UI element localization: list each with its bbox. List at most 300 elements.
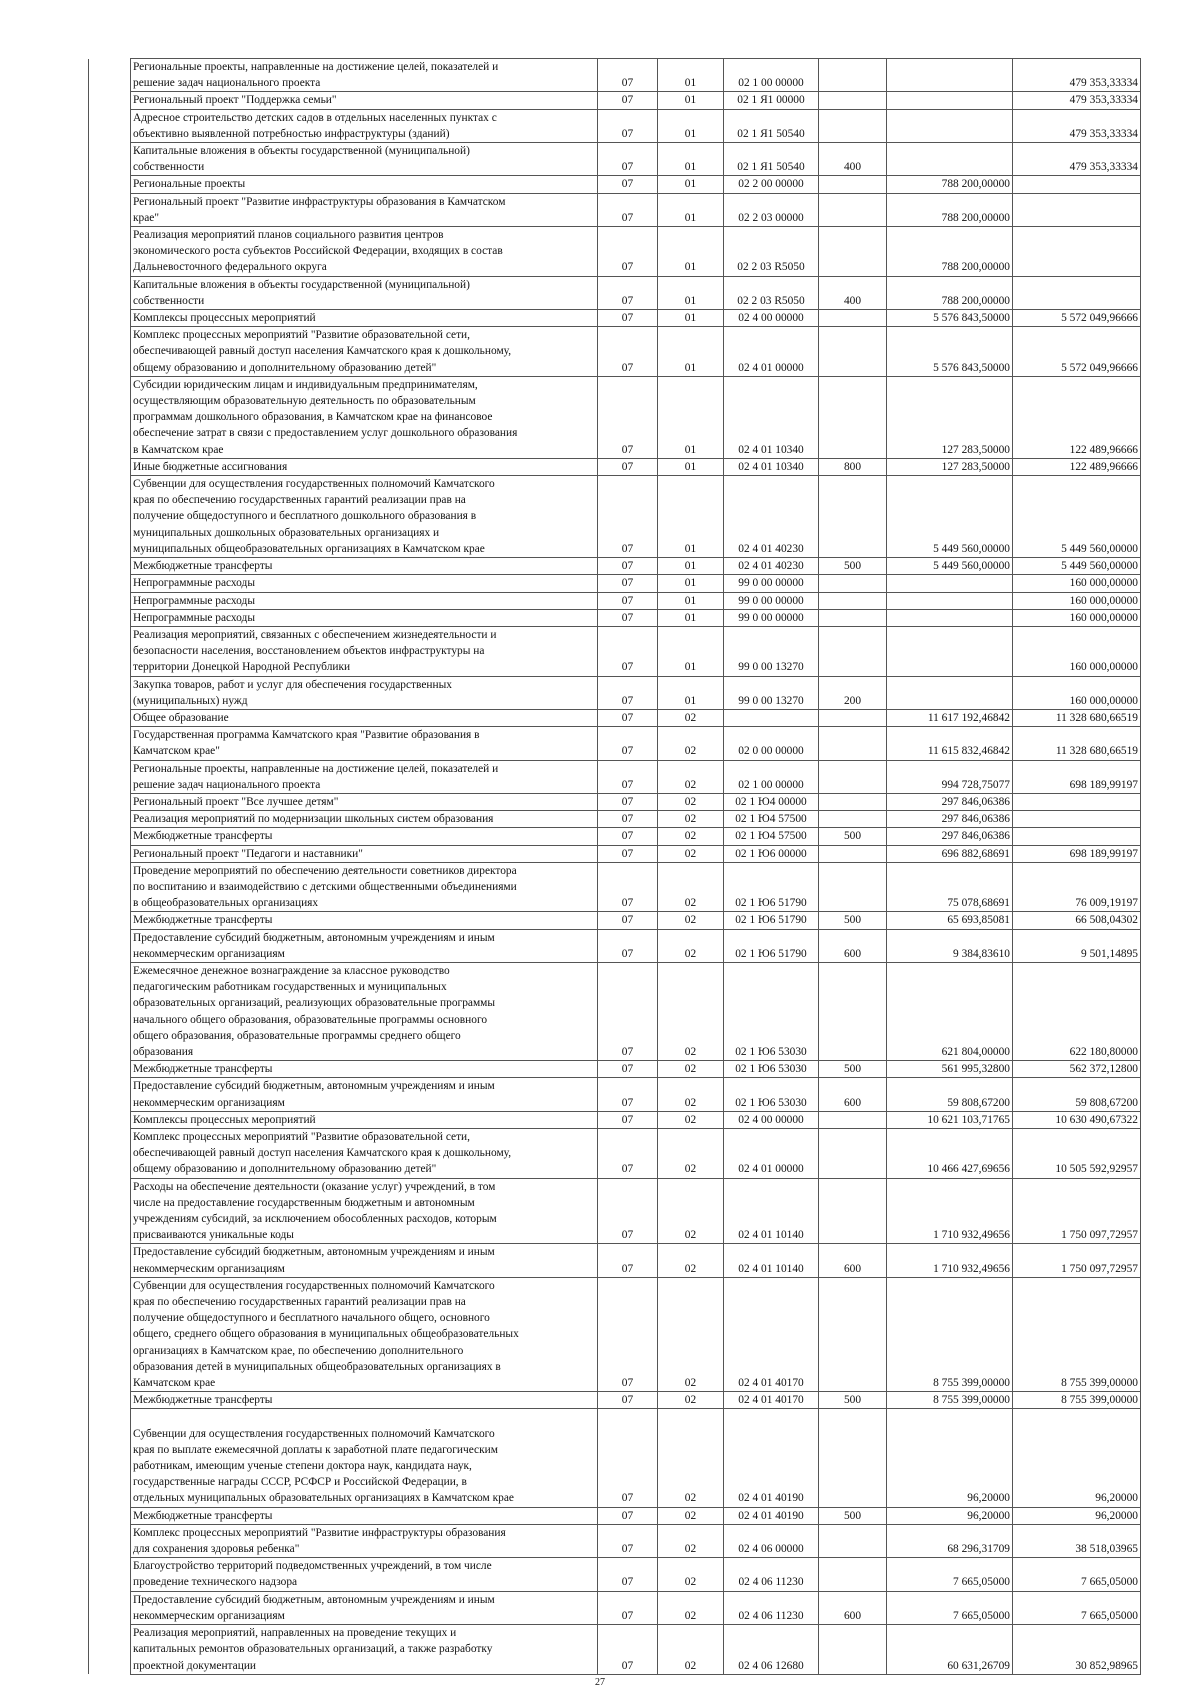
blank-cell: [89, 1409, 131, 1507]
cell-name: Реализация мероприятий, направленных на проведение текущих и капитальных ремонтов образовательных организаций, а также разработку проектной документации: [131, 1625, 598, 1675]
cell-name: Межбюджетные трансферты: [131, 558, 598, 575]
cell-amount-year2: 1 750 097,72957: [1013, 1244, 1141, 1277]
blank-cell: [89, 143, 131, 176]
cell-amount-year2: 479 353,33334: [1013, 109, 1141, 142]
cell-subsection: 02: [658, 828, 724, 845]
cell-expense-type: [819, 109, 887, 142]
cell-expense-type: [819, 310, 887, 327]
blank-cell: [89, 575, 131, 592]
cell-subsection: 01: [658, 609, 724, 626]
cell-expense-type: [819, 176, 887, 193]
cell-section: 07: [598, 1392, 658, 1409]
cell-amount-year2: 9 501,14895: [1013, 929, 1141, 962]
cell-amount-year1: 788 200,00000: [887, 227, 1013, 277]
cell-expense-type: 600: [819, 1244, 887, 1277]
cell-amount-year2: 562 372,12800: [1013, 1061, 1141, 1078]
cell-target-article: 02 4 01 40230: [724, 476, 819, 558]
page-number: 27: [595, 1677, 605, 1688]
cell-amount-year2: 160 000,00000: [1013, 676, 1141, 709]
cell-amount-year2: 698 189,99197: [1013, 845, 1141, 862]
cell-subsection: 02: [658, 1507, 724, 1524]
blank-cell: [89, 1277, 131, 1391]
cell-amount-year2: 5 449 560,00000: [1013, 558, 1141, 575]
cell-target-article: 02 1 Ю6 53030: [724, 962, 819, 1060]
cell-target-article: 02 1 Ю6 51790: [724, 862, 819, 912]
cell-name: Реализация мероприятий по модернизации школьных систем образования: [131, 811, 598, 828]
cell-target-article: 02 1 Ю6 00000: [724, 845, 819, 862]
cell-target-article: 02 4 01 00000: [724, 1129, 819, 1179]
blank-cell: [89, 1507, 131, 1524]
blank-cell: [89, 327, 131, 377]
cell-subsection: 01: [658, 92, 724, 109]
table-row: [89, 845, 1141, 862]
blank-cell: [89, 626, 131, 676]
cell-expense-type: [819, 92, 887, 109]
cell-expense-type: [819, 1625, 887, 1675]
cell-target-article: 02 2 03 00000: [724, 193, 819, 226]
cell-subsection: 02: [658, 845, 724, 862]
cell-expense-type: [819, 327, 887, 377]
cell-subsection: 02: [658, 1061, 724, 1078]
cell-amount-year2: [1013, 811, 1141, 828]
cell-amount-year1: [887, 575, 1013, 592]
cell-section: 07: [598, 458, 658, 475]
blank-cell: [89, 609, 131, 626]
cell-expense-type: [819, 793, 887, 810]
cell-subsection: 01: [658, 327, 724, 377]
cell-section: 07: [598, 929, 658, 962]
cell-name: Региональные проекты: [131, 176, 598, 193]
table-row: [89, 626, 1141, 676]
cell-section: 07: [598, 227, 658, 277]
table-row: [89, 109, 1141, 142]
cell-name: Региональный проект "Все лучшее детям": [131, 793, 598, 810]
cell-amount-year2: [1013, 227, 1141, 277]
blank-cell: [89, 1244, 131, 1277]
cell-amount-year2: [1013, 176, 1141, 193]
cell-target-article: 02 1 00 00000: [724, 59, 819, 92]
cell-section: 07: [598, 1078, 658, 1111]
cell-name: Комплекс процессных мероприятий "Развитие образовательной сети, обеспечивающей равный доступ населения Камчатского края к дошкольному, общему образованию и дополнительному образованию детей": [131, 327, 598, 377]
blank-cell: [89, 276, 131, 309]
cell-target-article: 02 4 01 10340: [724, 458, 819, 475]
cell-amount-year2: [1013, 828, 1141, 845]
cell-expense-type: 800: [819, 458, 887, 475]
blank-cell: [89, 760, 131, 793]
blank-cell: [89, 1625, 131, 1675]
cell-name: Адресное строительство детских садов в отдельных населенных пунктах с объективно выявленной потребностью инфраструктуры (зданий): [131, 109, 598, 142]
cell-section: 07: [598, 1061, 658, 1078]
cell-section: 07: [598, 1244, 658, 1277]
cell-section: 07: [598, 1558, 658, 1591]
cell-amount-year1: 621 804,00000: [887, 962, 1013, 1060]
cell-amount-year2: 8 755 399,00000: [1013, 1277, 1141, 1391]
cell-amount-year1: 1 710 932,49656: [887, 1178, 1013, 1244]
cell-expense-type: [819, 626, 887, 676]
cell-target-article: 02 2 03 R5050: [724, 276, 819, 309]
cell-section: 07: [598, 709, 658, 726]
table-row: [89, 1129, 1141, 1179]
cell-subsection: 02: [658, 1558, 724, 1591]
cell-amount-year1: 11 615 832,46842: [887, 727, 1013, 760]
cell-target-article: 02 1 Ю4 00000: [724, 793, 819, 810]
cell-target-article: 02 4 01 10340: [724, 376, 819, 458]
cell-name: Предоставление субсидий бюджетным, автономным учреждениям и иным некоммерческим организациям: [131, 1244, 598, 1277]
blank-cell: [89, 676, 131, 709]
cell-target-article: 02 4 01 40170: [724, 1392, 819, 1409]
cell-amount-year1: [887, 609, 1013, 626]
table-row: [89, 227, 1141, 277]
cell-amount-year2: 7 665,05000: [1013, 1558, 1141, 1591]
cell-section: 07: [598, 310, 658, 327]
cell-target-article: 02 1 Ю6 51790: [724, 929, 819, 962]
cell-subsection: 01: [658, 227, 724, 277]
cell-section: 07: [598, 912, 658, 929]
cell-subsection: 02: [658, 1524, 724, 1557]
cell-target-article: 99 0 00 13270: [724, 676, 819, 709]
cell-expense-type: 500: [819, 912, 887, 929]
cell-target-article: 02 4 00 00000: [724, 310, 819, 327]
cell-amount-year1: 696 882,68691: [887, 845, 1013, 862]
blank-cell: [89, 828, 131, 845]
table-row: [89, 1409, 1141, 1507]
cell-subsection: 02: [658, 1078, 724, 1111]
cell-expense-type: [819, 1558, 887, 1591]
cell-name: Региональные проекты, направленные на достижение целей, показателей и решение задач национального проекта: [131, 760, 598, 793]
cell-amount-year1: 8 755 399,00000: [887, 1392, 1013, 1409]
blank-cell: [89, 109, 131, 142]
cell-subsection: 02: [658, 760, 724, 793]
cell-name: Непрограммные расходы: [131, 575, 598, 592]
cell-name: Субвенции для осуществления государственных полномочий Камчатского края по обеспечению государственных гарантий реализации прав на получение общедоступного и бесплатного дошкольного образования в муниципальных дошкольных образовательных организациях и муниципальных общеобразовательных организациях в Камчатском крае: [131, 476, 598, 558]
blank-cell: [89, 709, 131, 726]
cell-name: Предоставление субсидий бюджетным, автономным учреждениям и иным некоммерческим организациям: [131, 929, 598, 962]
cell-name: Межбюджетные трансферты: [131, 1392, 598, 1409]
table-row: [89, 176, 1141, 193]
cell-amount-year2: 5 449 560,00000: [1013, 476, 1141, 558]
table-row: [89, 1524, 1141, 1557]
cell-amount-year1: 297 846,06386: [887, 828, 1013, 845]
cell-amount-year2: 10 630 490,67322: [1013, 1111, 1141, 1128]
cell-subsection: 01: [658, 458, 724, 475]
cell-subsection: 02: [658, 1178, 724, 1244]
table-row: [89, 476, 1141, 558]
cell-expense-type: 200: [819, 676, 887, 709]
table-row: [89, 1178, 1141, 1244]
cell-amount-year1: 127 283,50000: [887, 458, 1013, 475]
table-row: [89, 709, 1141, 726]
cell-name: Межбюджетные трансферты: [131, 912, 598, 929]
table-row: [89, 1078, 1141, 1111]
cell-section: 07: [598, 376, 658, 458]
cell-expense-type: [819, 1178, 887, 1244]
cell-section: 07: [598, 1625, 658, 1675]
table-row: [89, 912, 1141, 929]
table-row: [89, 143, 1141, 176]
table-row: [89, 1244, 1141, 1277]
cell-amount-year1: 59 808,67200: [887, 1078, 1013, 1111]
blank-cell: [89, 59, 131, 92]
table-row: [89, 1392, 1141, 1409]
blank-cell: [89, 227, 131, 277]
blank-cell: [89, 592, 131, 609]
cell-section: 07: [598, 1178, 658, 1244]
table-row: [89, 609, 1141, 626]
cell-subsection: 02: [658, 1244, 724, 1277]
cell-amount-year1: [887, 592, 1013, 609]
table-row: [89, 1111, 1141, 1128]
cell-subsection: 02: [658, 811, 724, 828]
cell-target-article: 02 4 01 10140: [724, 1244, 819, 1277]
cell-subsection: 01: [658, 676, 724, 709]
cell-subsection: 02: [658, 1625, 724, 1675]
cell-expense-type: [819, 760, 887, 793]
cell-section: 07: [598, 793, 658, 810]
table-row: [89, 1625, 1141, 1675]
cell-amount-year2: 10 505 592,92957: [1013, 1129, 1141, 1179]
blank-cell: [89, 1524, 131, 1557]
cell-section: 07: [598, 109, 658, 142]
blank-cell: [89, 476, 131, 558]
cell-expense-type: [819, 1277, 887, 1391]
cell-target-article: 02 4 01 40230: [724, 558, 819, 575]
cell-amount-year1: 65 693,85081: [887, 912, 1013, 929]
blank-cell: [89, 811, 131, 828]
cell-target-article: 02 2 00 00000: [724, 176, 819, 193]
cell-amount-year1: 11 617 192,46842: [887, 709, 1013, 726]
cell-name: Реализация мероприятий планов социального развития центров экономического роста субъектов Российской Федерации, входящих в состав Дальневосточного федерального округа: [131, 227, 598, 277]
table-row: [89, 1507, 1141, 1524]
table-row: [89, 727, 1141, 760]
cell-expense-type: [819, 1129, 887, 1179]
cell-section: 07: [598, 1591, 658, 1624]
blank-cell: [89, 727, 131, 760]
cell-expense-type: 500: [819, 1392, 887, 1409]
table-row: [89, 310, 1141, 327]
cell-name: Комплексы процессных мероприятий: [131, 310, 598, 327]
blank-cell: [89, 1111, 131, 1128]
cell-target-article: 02 4 06 00000: [724, 1524, 819, 1557]
cell-expense-type: [819, 709, 887, 726]
cell-subsection: 01: [658, 59, 724, 92]
cell-amount-year2: 160 000,00000: [1013, 592, 1141, 609]
cell-target-article: 02 4 06 11230: [724, 1558, 819, 1591]
cell-amount-year1: 68 296,31709: [887, 1524, 1013, 1557]
cell-name: Капитальные вложения в объекты государственной (муниципальной) собственности: [131, 143, 598, 176]
cell-amount-year2: 160 000,00000: [1013, 575, 1141, 592]
cell-amount-year1: 788 200,00000: [887, 176, 1013, 193]
table-row: [89, 1558, 1141, 1591]
cell-amount-year1: 7 665,05000: [887, 1558, 1013, 1591]
cell-target-article: 99 0 00 00000: [724, 609, 819, 626]
cell-amount-year2: 8 755 399,00000: [1013, 1392, 1141, 1409]
cell-expense-type: 500: [819, 1507, 887, 1524]
cell-amount-year2: 479 353,33334: [1013, 59, 1141, 92]
cell-amount-year2: 66 508,04302: [1013, 912, 1141, 929]
cell-amount-year1: 127 283,50000: [887, 376, 1013, 458]
cell-target-article: 99 0 00 13270: [724, 626, 819, 676]
cell-subsection: 02: [658, 1409, 724, 1507]
cell-target-article: 02 4 06 12680: [724, 1625, 819, 1675]
table-row: [89, 193, 1141, 226]
cell-target-article: 02 4 06 11230: [724, 1591, 819, 1624]
cell-name: Межбюджетные трансферты: [131, 1061, 598, 1078]
cell-expense-type: [819, 592, 887, 609]
table-row: [89, 59, 1141, 92]
cell-expense-type: [819, 376, 887, 458]
cell-subsection: 02: [658, 1392, 724, 1409]
cell-target-article: 02 1 Ю4 57500: [724, 828, 819, 845]
cell-expense-type: 500: [819, 828, 887, 845]
cell-amount-year2: 160 000,00000: [1013, 609, 1141, 626]
cell-expense-type: [819, 193, 887, 226]
cell-expense-type: 400: [819, 143, 887, 176]
cell-subsection: 01: [658, 109, 724, 142]
table-row: [89, 862, 1141, 912]
cell-amount-year2: 479 353,33334: [1013, 92, 1141, 109]
cell-target-article: 02 1 Ю4 57500: [724, 811, 819, 828]
cell-target-article: 02 4 01 40190: [724, 1507, 819, 1524]
cell-target-article: 02 1 Я1 50540: [724, 109, 819, 142]
cell-amount-year1: [887, 109, 1013, 142]
table-row: [89, 558, 1141, 575]
cell-section: 07: [598, 1507, 658, 1524]
cell-target-article: 02 4 01 00000: [724, 327, 819, 377]
table-row: [89, 929, 1141, 962]
cell-amount-year2: 122 489,96666: [1013, 458, 1141, 475]
table-row: [89, 592, 1141, 609]
cell-name: Предоставление субсидий бюджетным, автономным учреждениям и иным некоммерческим организациям: [131, 1591, 598, 1624]
cell-name: Непрограммные расходы: [131, 592, 598, 609]
cell-subsection: 01: [658, 176, 724, 193]
cell-amount-year2: 1 750 097,72957: [1013, 1178, 1141, 1244]
cell-section: 07: [598, 476, 658, 558]
cell-target-article: 99 0 00 00000: [724, 592, 819, 609]
blank-cell: [89, 1392, 131, 1409]
cell-amount-year2: 122 489,96666: [1013, 376, 1141, 458]
cell-name: Региональные проекты, направленные на достижение целей, показателей и решение задач национального проекта: [131, 59, 598, 92]
cell-amount-year2: 59 808,67200: [1013, 1078, 1141, 1111]
cell-amount-year2: 160 000,00000: [1013, 626, 1141, 676]
cell-expense-type: [819, 1409, 887, 1507]
cell-amount-year2: 7 665,05000: [1013, 1591, 1141, 1624]
cell-target-article: 99 0 00 00000: [724, 575, 819, 592]
cell-amount-year1: 10 621 103,71765: [887, 1111, 1013, 1128]
cell-amount-year2: 11 328 680,66519: [1013, 709, 1141, 726]
cell-target-article: [724, 709, 819, 726]
blank-cell: [89, 310, 131, 327]
cell-amount-year1: 297 846,06386: [887, 793, 1013, 810]
cell-name: Расходы на обеспечение деятельности (оказание услуг) учреждений, в том числе на предоставление государственным бюджетным и автономным учреждениям субсидий, за исключением обособленных расходов, которым присваиваются уникальные коды: [131, 1178, 598, 1244]
cell-target-article: 02 4 01 40190: [724, 1409, 819, 1507]
cell-amount-year2: 38 518,03965: [1013, 1524, 1141, 1557]
cell-name: Закупка товаров, работ и услуг для обеспечения государственных (муниципальных) нужд: [131, 676, 598, 709]
cell-amount-year1: 5 449 560,00000: [887, 476, 1013, 558]
cell-subsection: 01: [658, 143, 724, 176]
cell-expense-type: [819, 609, 887, 626]
cell-subsection: 02: [658, 929, 724, 962]
budget-table: [88, 58, 1141, 1675]
cell-expense-type: [819, 575, 887, 592]
cell-name: Общее образование: [131, 709, 598, 726]
cell-amount-year1: 5 576 843,50000: [887, 310, 1013, 327]
cell-amount-year1: 5 576 843,50000: [887, 327, 1013, 377]
cell-subsection: 02: [658, 862, 724, 912]
cell-amount-year1: [887, 92, 1013, 109]
cell-amount-year2: 698 189,99197: [1013, 760, 1141, 793]
table-row: [89, 1277, 1141, 1391]
cell-expense-type: [819, 1524, 887, 1557]
cell-amount-year2: 30 852,98965: [1013, 1625, 1141, 1675]
blank-cell: [89, 558, 131, 575]
budget-table-body: [89, 59, 1141, 1675]
cell-amount-year1: 7 665,05000: [887, 1591, 1013, 1624]
cell-section: 07: [598, 1129, 658, 1179]
blank-cell: [89, 1078, 131, 1111]
cell-name: Непрограммные расходы: [131, 609, 598, 626]
blank-cell: [89, 929, 131, 962]
cell-subsection: 01: [658, 626, 724, 676]
cell-amount-year1: 75 078,68691: [887, 862, 1013, 912]
cell-subsection: 01: [658, 276, 724, 309]
blank-cell: [89, 912, 131, 929]
cell-subsection: 02: [658, 1129, 724, 1179]
cell-amount-year1: 9 384,83610: [887, 929, 1013, 962]
cell-section: 07: [598, 193, 658, 226]
cell-section: 07: [598, 176, 658, 193]
cell-name: Комплекс процессных мероприятий "Развитие образовательной сети, обеспечивающей равный доступ населения Камчатского края к дошкольному, общему образованию и дополнительному образованию детей": [131, 1129, 598, 1179]
cell-subsection: 02: [658, 912, 724, 929]
cell-subsection: 02: [658, 1277, 724, 1391]
cell-amount-year2: 622 180,80000: [1013, 962, 1141, 1060]
cell-name: Ежемесячное денежное вознаграждение за классное руководство педагогическим работникам государственных и муниципальных образовательных организаций, реализующих образовательные программы начального общего образования, образовательные программы основного общего образования, образовательные программы среднего общего образования: [131, 962, 598, 1060]
cell-amount-year2: [1013, 276, 1141, 309]
cell-amount-year2: 5 572 049,96666: [1013, 327, 1141, 377]
table-row: [89, 458, 1141, 475]
cell-expense-type: [819, 476, 887, 558]
cell-amount-year1: 5 449 560,00000: [887, 558, 1013, 575]
cell-name: Региональный проект "Педагоги и наставники": [131, 845, 598, 862]
cell-target-article: 02 4 01 40170: [724, 1277, 819, 1391]
cell-subsection: 01: [658, 575, 724, 592]
cell-section: 07: [598, 558, 658, 575]
cell-target-article: 02 2 03 R5050: [724, 227, 819, 277]
cell-amount-year2: 96,20000: [1013, 1409, 1141, 1507]
cell-amount-year1: 297 846,06386: [887, 811, 1013, 828]
cell-amount-year2: [1013, 793, 1141, 810]
cell-amount-year1: 60 631,26709: [887, 1625, 1013, 1675]
cell-expense-type: 400: [819, 276, 887, 309]
cell-section: 07: [598, 760, 658, 793]
cell-name: Региональный проект "Развитие инфраструктуры образования в Камчатском крае": [131, 193, 598, 226]
cell-expense-type: [819, 962, 887, 1060]
cell-name: Предоставление субсидий бюджетным, автономным учреждениям и иным некоммерческим организациям: [131, 1078, 598, 1111]
cell-amount-year1: 1 710 932,49656: [887, 1244, 1013, 1277]
cell-amount-year2: 76 009,19197: [1013, 862, 1141, 912]
cell-subsection: 02: [658, 709, 724, 726]
table-row: [89, 1061, 1141, 1078]
cell-expense-type: [819, 1111, 887, 1128]
cell-target-article: 02 1 00 00000: [724, 760, 819, 793]
cell-amount-year1: [887, 626, 1013, 676]
cell-expense-type: 600: [819, 1078, 887, 1111]
cell-subsection: 02: [658, 727, 724, 760]
table-row: [89, 92, 1141, 109]
cell-amount-year1: 994 728,75077: [887, 760, 1013, 793]
cell-target-article: 02 1 Ю6 51790: [724, 912, 819, 929]
cell-section: 07: [598, 962, 658, 1060]
cell-target-article: 02 0 00 00000: [724, 727, 819, 760]
